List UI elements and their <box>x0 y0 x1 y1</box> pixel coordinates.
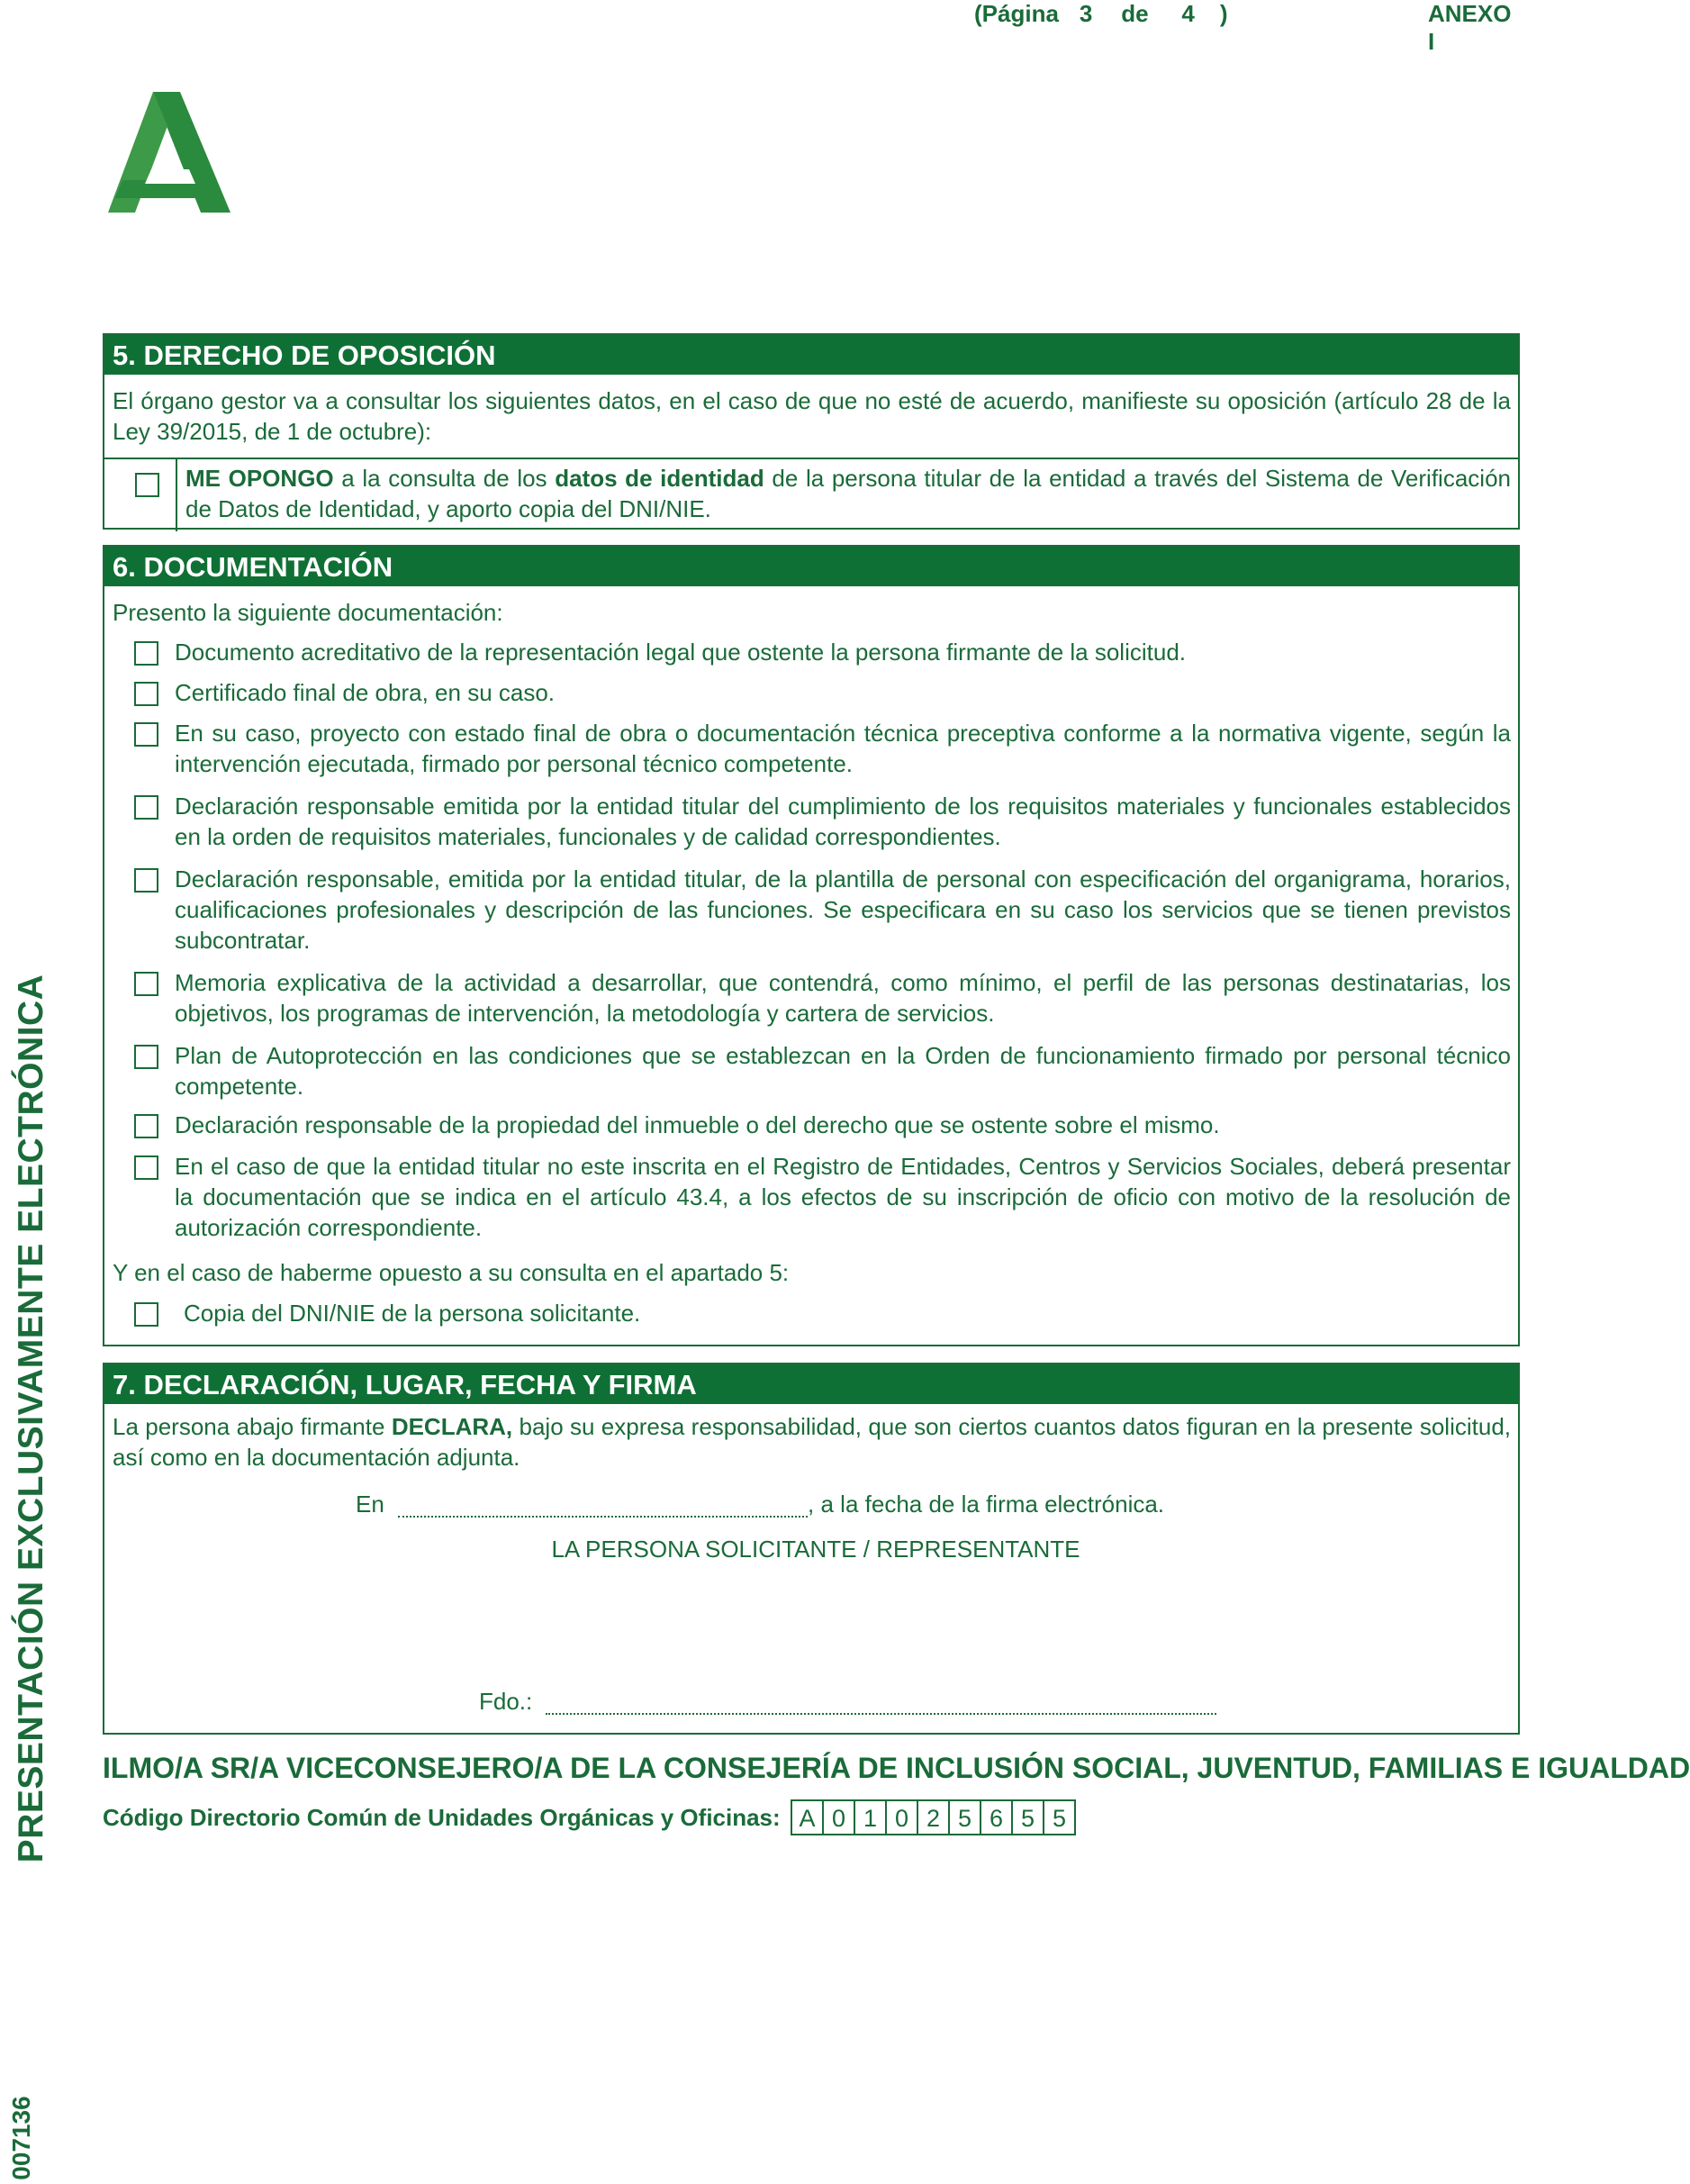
junta-de-andalucia-logo <box>106 90 232 214</box>
section-5-intro: El órgano gestor va a consultar los siguientes datos, en el caso de que no esté de acuerdo, manifieste su oposición (artículo 28 de la Ley 39/2015, de 1 de octubre): <box>113 387 1511 445</box>
doc-item-legal-representation: Documento acreditativo de la representación legal que ostente la persona firmante de la solicitud. <box>175 639 1187 666</box>
page-indicator <box>974 0 1228 28</box>
declaration-part-1: La persona abajo firmante <box>113 1413 392 1440</box>
doc-item-registry-documentation: En el caso de que la entidad titular no este inscrita en el Registro de Entidades, Centros y Servicios Sociales, deberá presentar la documentación que se indica en el artículo 43.4, a los efectos de su inscripción de oficio con motivo de la resolución de autorización correspondiente. <box>175 1153 1511 1241</box>
doc-checkbox-registry-documentation[interactable] <box>134 1155 158 1180</box>
dir3-code-char: 1 <box>854 1801 885 1834</box>
doc-item-activity-report: Memoria explicativa de la actividad a desarrollar, que contendrá, como mínimo, el perfil de las personas destinatarias, los objetivos, los programas de intervención, la metodología y cartera de servicios. <box>175 969 1511 1027</box>
opposition-row-divider <box>176 459 177 531</box>
oppose-text-part-1: a la consulta de los <box>333 465 556 492</box>
electronic-submission-label: PRESENTACIÓN EXCLUSIVAMENTE ELECTRÓNICA <box>12 974 50 1863</box>
opposed-intro: Y en el caso de haberme opuesto a su consulta en el apartado 5: <box>113 1259 790 1286</box>
dir3-code-char: 2 <box>917 1801 948 1834</box>
doc-checkbox-requirements-declaration[interactable] <box>134 795 158 820</box>
form-code: 007136 <box>7 2096 35 2180</box>
doc-item-dni-copy: Copia del DNI/NIE de la persona solicitante. <box>184 1300 641 1327</box>
signature-field[interactable] <box>546 1690 1216 1715</box>
section-7-title: 7. DECLARACIÓN, LUGAR, FECHA Y FIRMA <box>104 1364 1518 1404</box>
doc-checkbox-activity-report[interactable] <box>134 972 158 996</box>
dir3-code-char: 5 <box>1043 1801 1074 1834</box>
dir3-code-char: 6 <box>980 1801 1011 1834</box>
section-6-title: 6. DOCUMENTACIÓN <box>104 547 1518 586</box>
documentation-intro: Presento la siguiente documentación: <box>113 599 503 626</box>
page-open-text: (Página <box>974 0 1059 27</box>
signature-label: Fdo.: <box>479 1688 533 1715</box>
doc-checkbox-property-declaration[interactable] <box>134 1114 158 1138</box>
section-opposition-right <box>103 333 1520 530</box>
doc-checkbox-technical-project[interactable] <box>134 722 158 747</box>
dir3-code-char: A <box>799 1805 816 1832</box>
doc-item-final-work-certificate: Certificado final de obra, en su caso. <box>175 679 556 706</box>
dir3-code-char: 0 <box>885 1801 917 1834</box>
dir3-label: Código Directorio Común de Unidades Orgánicas y Oficinas: <box>103 1804 781 1831</box>
oppose-identity-checkbox[interactable] <box>135 473 159 497</box>
signature-line <box>479 1686 1216 1717</box>
dir3-code-char: 0 <box>822 1801 854 1834</box>
page-close-text: ) <box>1219 0 1228 27</box>
identity-data-keyword: datos de identidad <box>555 465 764 492</box>
doc-checkbox-dni-copy[interactable] <box>134 1302 158 1327</box>
doc-checkbox-self-protection-plan[interactable] <box>134 1045 158 1069</box>
declaration-text <box>113 1411 1511 1473</box>
section-5-title: 5. DERECHO DE OPOSICIÓN <box>104 335 1518 375</box>
opposition-row <box>104 458 1518 531</box>
declaration-part-2: bajo su expresa responsabilidad, que son ciertos cuantos datos figuran en la presente solicitud, así como en la documentación adjunta. <box>113 1413 1512 1471</box>
signer-role: LA PERSONA SOLICITANTE / REPRESENTANTE <box>551 1536 1080 1563</box>
declaration-keyword: DECLARA, <box>391 1413 513 1440</box>
addressee: ILMO/A SR/A VICECONSEJERO/A DE LA CONSEJERÍA DE INCLUSIÓN SOCIAL, JUVENTUD, FAMILIAS E IGUALDAD <box>103 1752 1690 1784</box>
doc-checkbox-legal-representation[interactable] <box>134 641 158 666</box>
oppose-identity-text <box>185 463 1511 524</box>
section-declaration-signature <box>103 1363 1520 1735</box>
doc-item-technical-project: En su caso, proyecto con estado final de obra o documentación técnica preceptiva conforme a la normativa vigente, según la intervención ejecutada, firmado por personal técnico competente. <box>175 720 1511 777</box>
place-field[interactable] <box>398 1492 808 1518</box>
section-documentation <box>103 545 1520 1346</box>
doc-checkbox-final-work-certificate[interactable] <box>134 682 158 706</box>
annex-label: ANEXO I <box>1428 0 1512 55</box>
doc-checkbox-staff-declaration[interactable] <box>134 868 158 893</box>
oppose-text-part-2: de la persona titular de la entidad a través del Sistema de Verificación de Datos de Identidad, y aporto copia del DNI/NIE. <box>185 465 1511 522</box>
doc-item-staff-declaration: Declaración responsable, emitida por la entidad titular, de la plantilla de personal con especificación del organigrama, horarios, cualificaciones profesionales y descripción de las funciones. Se especificara en su caso los servicios que se tienen previstos subcontratar. <box>175 865 1511 954</box>
page-of-text: de <box>1121 0 1149 27</box>
place-label: En <box>356 1491 384 1518</box>
doc-item-self-protection-plan: Plan de Autoprotección en las condiciones que se establezcan en la Orden de funcionamiento firmado por personal técnico competente. <box>175 1042 1511 1100</box>
place-date-line <box>356 1489 1164 1519</box>
oppose-keyword: ME OPONGO <box>185 465 334 492</box>
dir3-code-char: 5 <box>1011 1801 1043 1834</box>
doc-item-property-declaration: Declaración responsable de la propiedad del inmueble o del derecho que se ostente sobre el mismo. <box>175 1111 1220 1138</box>
page-total: 4 <box>1181 0 1195 27</box>
dir3-code-char: 5 <box>948 1801 980 1834</box>
page-number: 3 <box>1079 0 1093 27</box>
date-text: , a la fecha de la firma electrónica. <box>808 1491 1165 1518</box>
dir3-code-box <box>791 1799 1076 1835</box>
doc-item-requirements-declaration: Declaración responsable emitida por la entidad titular del cumplimiento de los requisitos materiales y funcionales establecidos en la orden de requisitos materiales, funcionales y de calidad correspondientes. <box>175 793 1511 850</box>
